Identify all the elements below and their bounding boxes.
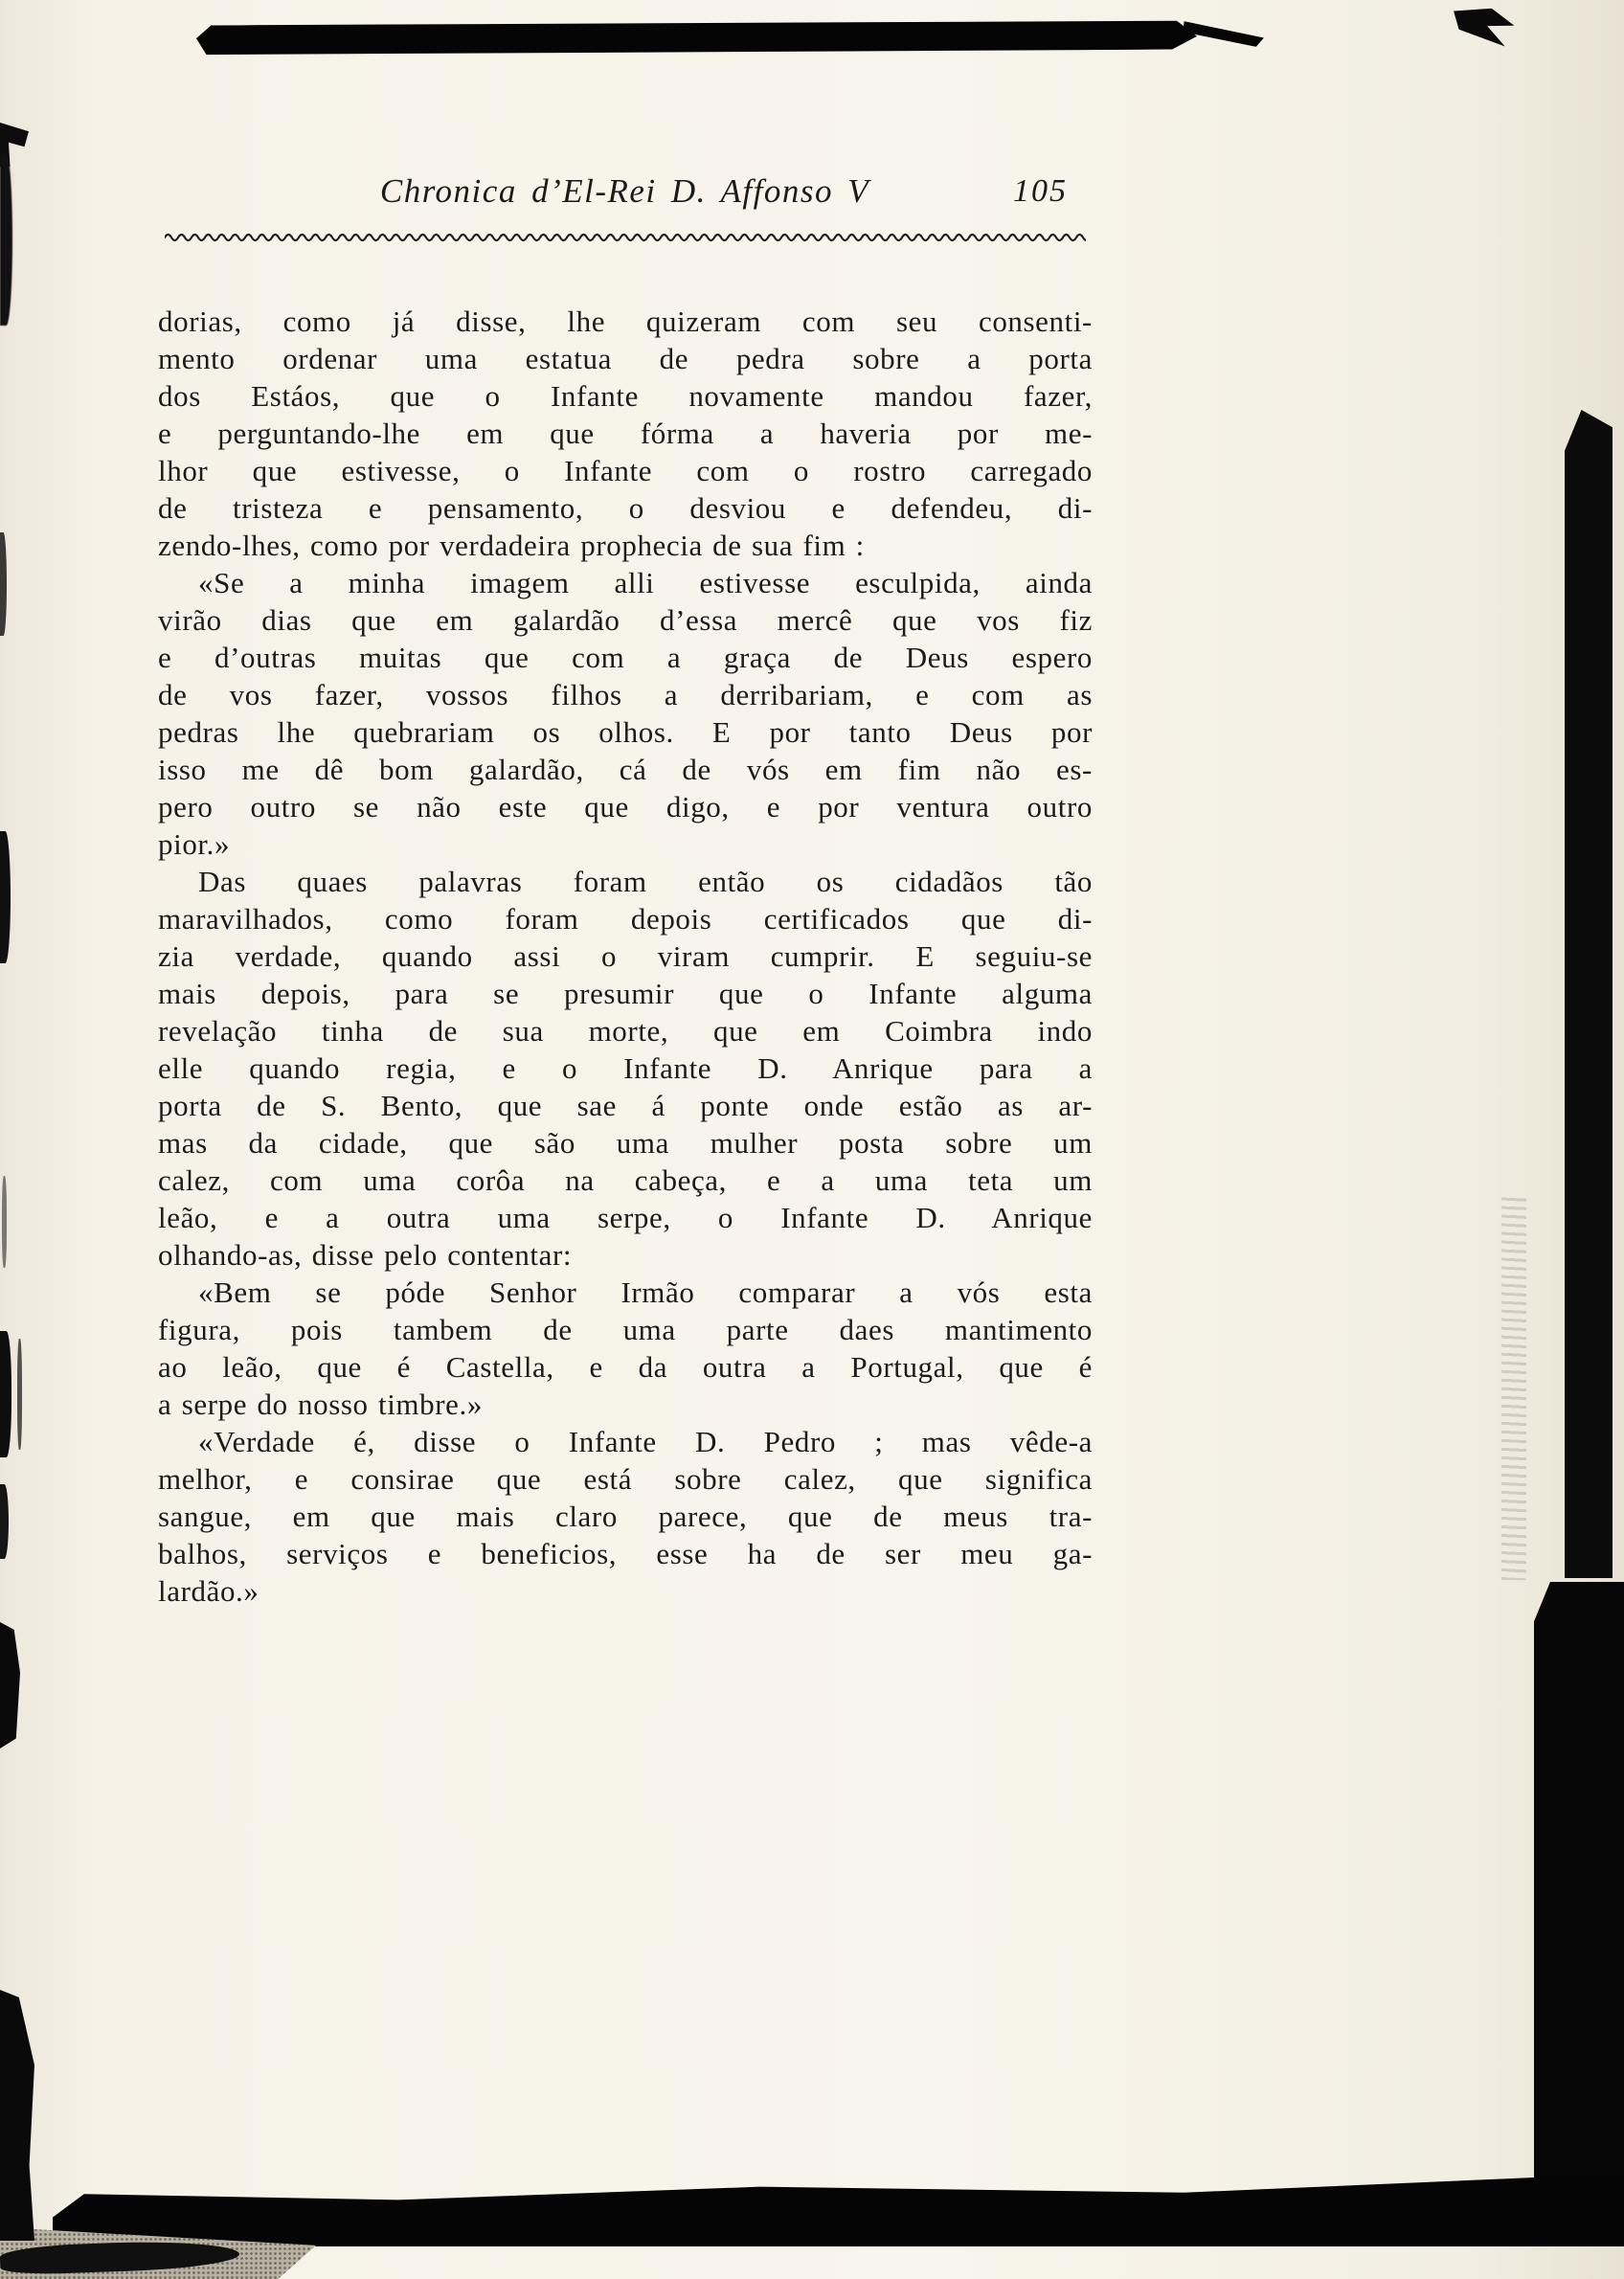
text-line: mais depois, para se presumir que o Infante alguma	[158, 977, 1093, 1010]
text-line: «Se a minha imagem alli estivesse esculpida, ainda	[198, 566, 1093, 599]
scan-artifact-right-block	[1534, 1582, 1624, 2243]
text-line: mento ordenar uma estatua de pedra sobre a porta	[158, 342, 1093, 375]
text-line: e perguntando-lhe em que fórma a haveria por me-	[158, 417, 1093, 450]
text-line: revelação tinha de sua morte, que em Coimbra indo	[158, 1014, 1093, 1048]
text-line: a serpe do nosso timbre.»	[158, 1388, 483, 1421]
text-line: pero outro se não este que digo, e por ventura outro	[158, 790, 1093, 824]
scan-artifact-left-mark-2	[0, 532, 7, 636]
scan-artifact-left-mark-1	[0, 153, 12, 326]
text-line: ao leão, que é Castella, e da outra a Portugal, que é	[158, 1350, 1093, 1384]
text-line: zia verdade, quando assi o viram cumprir. E seguiu-se	[158, 939, 1093, 973]
text-line: calez, com uma corôa na cabeça, e a uma teta um	[158, 1163, 1093, 1197]
text-line: balhos, serviços e beneficios, esse ha de ser meu ga-	[158, 1537, 1093, 1570]
text-line: Das quaes palavras foram então os cidadãos tão	[198, 865, 1093, 898]
text-line: dos Estáos, que o Infante novamente mandou fazer,	[158, 379, 1093, 413]
text-line: virão dias que em galardão d’essa mercê que vos fiz	[158, 603, 1093, 637]
scan-artifact-left-mark-4	[2, 1176, 7, 1268]
text-line: lhor que estivesse, o Infante com o rostro carregado	[158, 454, 1093, 487]
text-line: «Bem se póde Senhor Irmão comparar a vós esta	[198, 1275, 1093, 1309]
scan-artifact-left-mark-3	[0, 831, 11, 963]
text-line: elle quando regia, e o Infante D. Anrique para a	[158, 1051, 1093, 1085]
text-line: de tristeza e pensamento, o desviou e defendeu, di-	[158, 491, 1093, 525]
text-line: maravilhados, como foram depois certificados que di-	[158, 902, 1093, 936]
text-line: «Verdade é, disse o Infante D. Pedro ; mas vêde-a	[198, 1425, 1093, 1458]
scan-artifact-bottom-bar	[53, 2174, 1624, 2246]
text-line: lardão.»	[158, 1574, 259, 1608]
body-text	[158, 303, 1093, 1610]
scan-artifact-top-bar	[196, 16, 1197, 57]
text-line: zendo-lhes, como por verdadeira prophecia de sua fim :	[158, 529, 865, 562]
scan-artifact-left-mark-7	[0, 1484, 9, 1559]
scan-artifact-right-strip	[1565, 410, 1613, 1578]
text-line: isso me dê bom galardão, cá de vós em fim não es-	[158, 753, 1093, 786]
scan-artifact-top-right-mark	[1448, 0, 1517, 50]
text-line: dorias, como já disse, lhe quizeram com seu consenti-	[158, 305, 1093, 338]
page-number: 105	[1013, 173, 1068, 209]
scan-artifact-right-speckle	[1501, 1197, 1526, 1580]
text-line: pior.»	[158, 827, 231, 861]
text-line: figura, pois tambem de uma parte daes mantimento	[158, 1313, 1093, 1346]
text-line: e d’outras muitas que com a graça de Deus espero	[158, 641, 1093, 674]
text-line: porta de S. Bento, que sae á ponte onde estão as ar-	[158, 1089, 1093, 1122]
scan-artifact-left-mark-8	[0, 1622, 20, 1749]
wavy-underline	[165, 231, 1086, 244]
page-header	[158, 172, 1092, 220]
scan-artifact-left-mark-9	[0, 1990, 34, 2241]
text-line: de vos fazer, vossos filhos a derribariam, e com as	[158, 678, 1093, 711]
text-line: mas da cidade, que são uma mulher posta sobre um	[158, 1126, 1093, 1160]
text-line: leão, e a outra uma serpe, o Infante D. Anrique	[158, 1201, 1093, 1234]
text-line: pedras lhe quebrariam os olhos. E por tanto Deus por	[158, 715, 1093, 749]
text-line: olhando-as, disse pelo contentar:	[158, 1238, 573, 1272]
text-line: sangue, em que mais claro parece, que de meus tra-	[158, 1500, 1093, 1533]
text-line: melhor, e consirae que está sobre calez, que significa	[158, 1462, 1093, 1496]
scan-artifact-left-mark-5	[0, 1331, 11, 1457]
running-title: Chronica d’El-Rei D. Affonso V	[379, 172, 870, 210]
scan-artifact-left-mark-6	[17, 1339, 22, 1450]
